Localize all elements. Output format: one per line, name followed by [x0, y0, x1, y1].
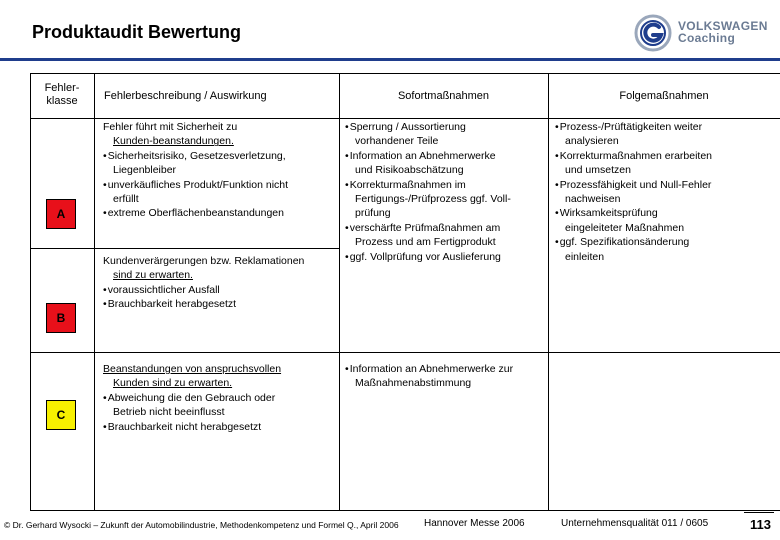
col-header-klasse-line2: klasse: [46, 95, 78, 107]
bullet-item: • unverkäufliches Produkt/Funktion nicht: [103, 178, 337, 192]
desc-line: nachweisen: [565, 193, 621, 206]
sofort-c: [345, 362, 547, 391]
desc-line: Maßnahmenabstimmung: [355, 377, 472, 390]
class-badge-b-label: B: [56, 311, 66, 325]
bullet-item: • Abweichung die den Gebrauch oder: [103, 391, 337, 405]
desc-line: vorhandener Teile: [355, 135, 439, 148]
logo-text: [678, 20, 768, 44]
row-c-beschreibung: [103, 362, 337, 434]
grid-line-col1: [94, 73, 95, 510]
bullet-item: • Wirksamkeitsprüfung: [555, 206, 779, 220]
footer-event: Hannover Messe 2006: [424, 518, 525, 529]
desc-line: Beanstandungen von anspruchsvollen: [103, 363, 282, 375]
bullet-item: • verschärfte Prüfmaßnahmen am: [345, 221, 547, 235]
desc-line: und Risikoabschätzung: [355, 164, 464, 177]
desc-line: Liegenbleiber: [113, 164, 177, 177]
header-divider: [0, 58, 780, 61]
class-badge-b: [46, 303, 76, 333]
logo-line1: VOLKSWAGEN: [678, 19, 768, 33]
col-header-klasse: [30, 82, 94, 108]
desc-line: Kunden-beanstandungen.: [113, 135, 234, 148]
bullet-item: • Korrekturmaßnahmen erarbeiten: [555, 149, 779, 163]
bullet-item: • Prozessfähigkeit und Null-Fehler: [555, 178, 779, 192]
class-badge-a-label: A: [56, 207, 66, 221]
col-header-beschreibung: Fehlerbeschreibung / Auswirkung: [104, 90, 267, 102]
col-header-folge: Folgemaßnahmen: [619, 90, 709, 102]
desc-line: einleiten: [565, 250, 605, 263]
grid-line-left: [30, 73, 31, 510]
grid-line-bottom: [30, 510, 780, 511]
desc-line: sind zu erwarten.: [113, 269, 193, 282]
desc-line: eingeleiteter Maßnahmen: [565, 221, 685, 234]
col-header-klasse-line1: Fehler-: [44, 82, 80, 94]
grid-line-row-b: [30, 352, 780, 353]
row-b-beschreibung: [103, 254, 337, 312]
grid-line-header: [30, 118, 780, 119]
col-header-sofort: Sofortmaßnahmen: [397, 90, 490, 102]
desc-line: analysieren: [565, 135, 619, 148]
desc-line: prüfung: [355, 207, 391, 220]
bullet-item: • Information an Abnehmerwerke: [345, 149, 547, 163]
desc-line: Prozess und am Fertigprodukt: [355, 236, 496, 249]
desc-line: und umsetzen: [565, 164, 631, 177]
bullet-item: • extreme Oberflächenbeanstandungen: [103, 206, 337, 220]
bullet-item: • Information an Abnehmerwerke zur: [345, 362, 547, 376]
class-badge-c-label: C: [56, 408, 66, 422]
desc-line: erfüllt: [113, 193, 139, 206]
desc-line: Kunden sind zu erwarten.: [113, 377, 233, 390]
bullet-item: • voraussichtlicher Ausfall: [103, 283, 337, 297]
grid-line-top: [30, 73, 780, 74]
vw-coaching-logo: [634, 14, 774, 52]
class-badge-a: [46, 199, 76, 229]
bullet-item: • ggf. Spezifikationsänderung: [555, 235, 779, 249]
desc-line: Kundenverärgerungen bzw. Reklamationen: [103, 255, 305, 267]
bullet-item: • Brauchbarkeit herabgesetzt: [103, 297, 337, 311]
folge-ab: [555, 120, 779, 264]
logo-line2: Coaching: [678, 31, 736, 45]
row-a-beschreibung: [103, 120, 337, 221]
bullet-item: • Brauchbarkeit nicht herabgesetzt: [103, 420, 337, 434]
vw-coaching-logo-icon: [634, 14, 672, 52]
page-number: 113: [750, 517, 771, 532]
class-badge-c: [46, 400, 76, 430]
page-number-rule: [744, 512, 774, 513]
desc-line: Betrieb nicht beeinflusst: [113, 406, 225, 419]
footer-author: © Dr. Gerhard Wysocki – Zukunft der Automobilindustrie, Methodenkompetenz und Formel Q., April 2006: [4, 520, 399, 530]
desc-line: Fertigungs-/Prüfprozess ggf. Voll-: [355, 193, 511, 206]
grid-line-col3: [548, 73, 549, 510]
bullet-item: • Prozess-/Prüftätigkeiten weiter: [555, 120, 779, 134]
grid-line-col2: [339, 73, 340, 510]
footer-topic: Unternehmensqualität 011 / 0605: [561, 518, 709, 529]
bullet-item: • Korrekturmaßnahmen im: [345, 178, 547, 192]
grid-line-row-a: [30, 248, 339, 249]
desc-line: Fehler führt mit Sicherheit zu: [103, 121, 238, 133]
bullet-item: • ggf. Vollprüfung vor Auslieferung: [345, 250, 547, 264]
bullet-item: • Sicherheitsrisiko, Gesetzesverletzung,: [103, 149, 337, 163]
page-title: Produktaudit Bewertung: [32, 22, 242, 42]
bullet-item: • Sperrung / Aussortierung: [345, 120, 547, 134]
sofort-ab: [345, 120, 547, 264]
